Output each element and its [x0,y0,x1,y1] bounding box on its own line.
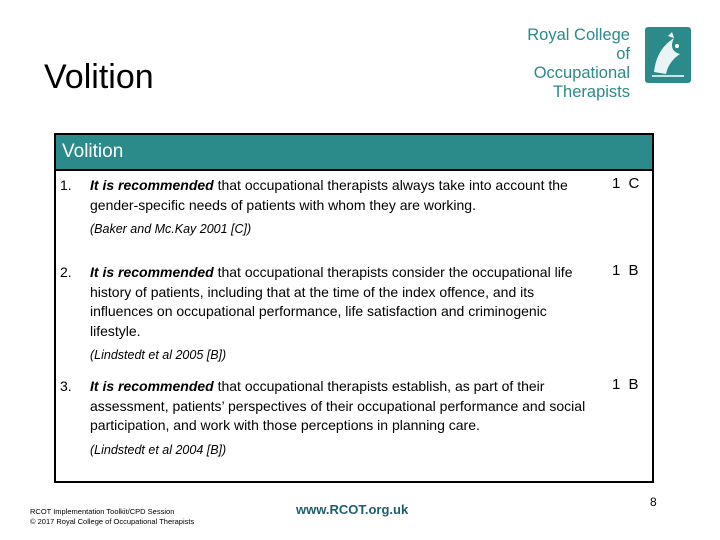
logo-line-3: Therapists [552,83,630,101]
rec-text: that occupational therapists establish, as part of their assessment, patients’ perspectives of their occupational performance and social participation, and work with those perceptions in planning care. [90,378,586,433]
table-header: Volition [56,135,652,171]
logo-line-2: Occupational [533,64,630,82]
rec-grade-3: 1 B [612,376,641,393]
recommendation-1 [60,176,600,240]
rcot-logo [522,26,692,101]
rec-text: that occupational therapists always take into account the gender-specific needs of patients with whom they are working. [90,177,568,213]
recommendation-2 [60,263,600,366]
logo-text [522,26,630,102]
rec-text: that occupational therapists consider the occupational life history of patients, including that at the time of the index offence, and its influences on occupational performance, life satisfaction and criminogenic lifestyle. [90,264,573,339]
rec-lead: It is recommended [90,177,214,193]
rec-citation: (Lindstedt et al 2005 [B]) [90,348,227,362]
rcot-emblem-icon [644,26,692,84]
rec-grade-1: 1 C [612,175,642,192]
rec-citation: (Lindstedt et al 2004 [B]) [90,442,227,457]
rec-lead: It is recommended [90,264,214,280]
rec-grade-2: 1 B [612,262,641,279]
footer-url-link[interactable]: www.RCOT.org.uk [296,502,409,517]
rec-number: 1. [60,177,72,193]
footer-line-1: RCOT Implementation Toolkit/CPD Session [30,507,175,516]
rec-lead: It is recommended [90,378,214,394]
page-number: 8 [650,495,657,509]
slide-title: Volition [44,58,154,96]
footer-line-2: © 2017 Royal College of Occupational Therapists [30,517,195,526]
rec-number: 2. [60,264,72,280]
footer-credits [30,507,194,527]
recommendations-table [54,133,654,483]
logo-line-1: Royal College of [527,26,630,63]
rec-number: 3. [60,378,72,394]
recommendation-3 [60,377,600,460]
rec-citation: (Baker and Mc.Kay 2001 [C]) [90,222,252,236]
